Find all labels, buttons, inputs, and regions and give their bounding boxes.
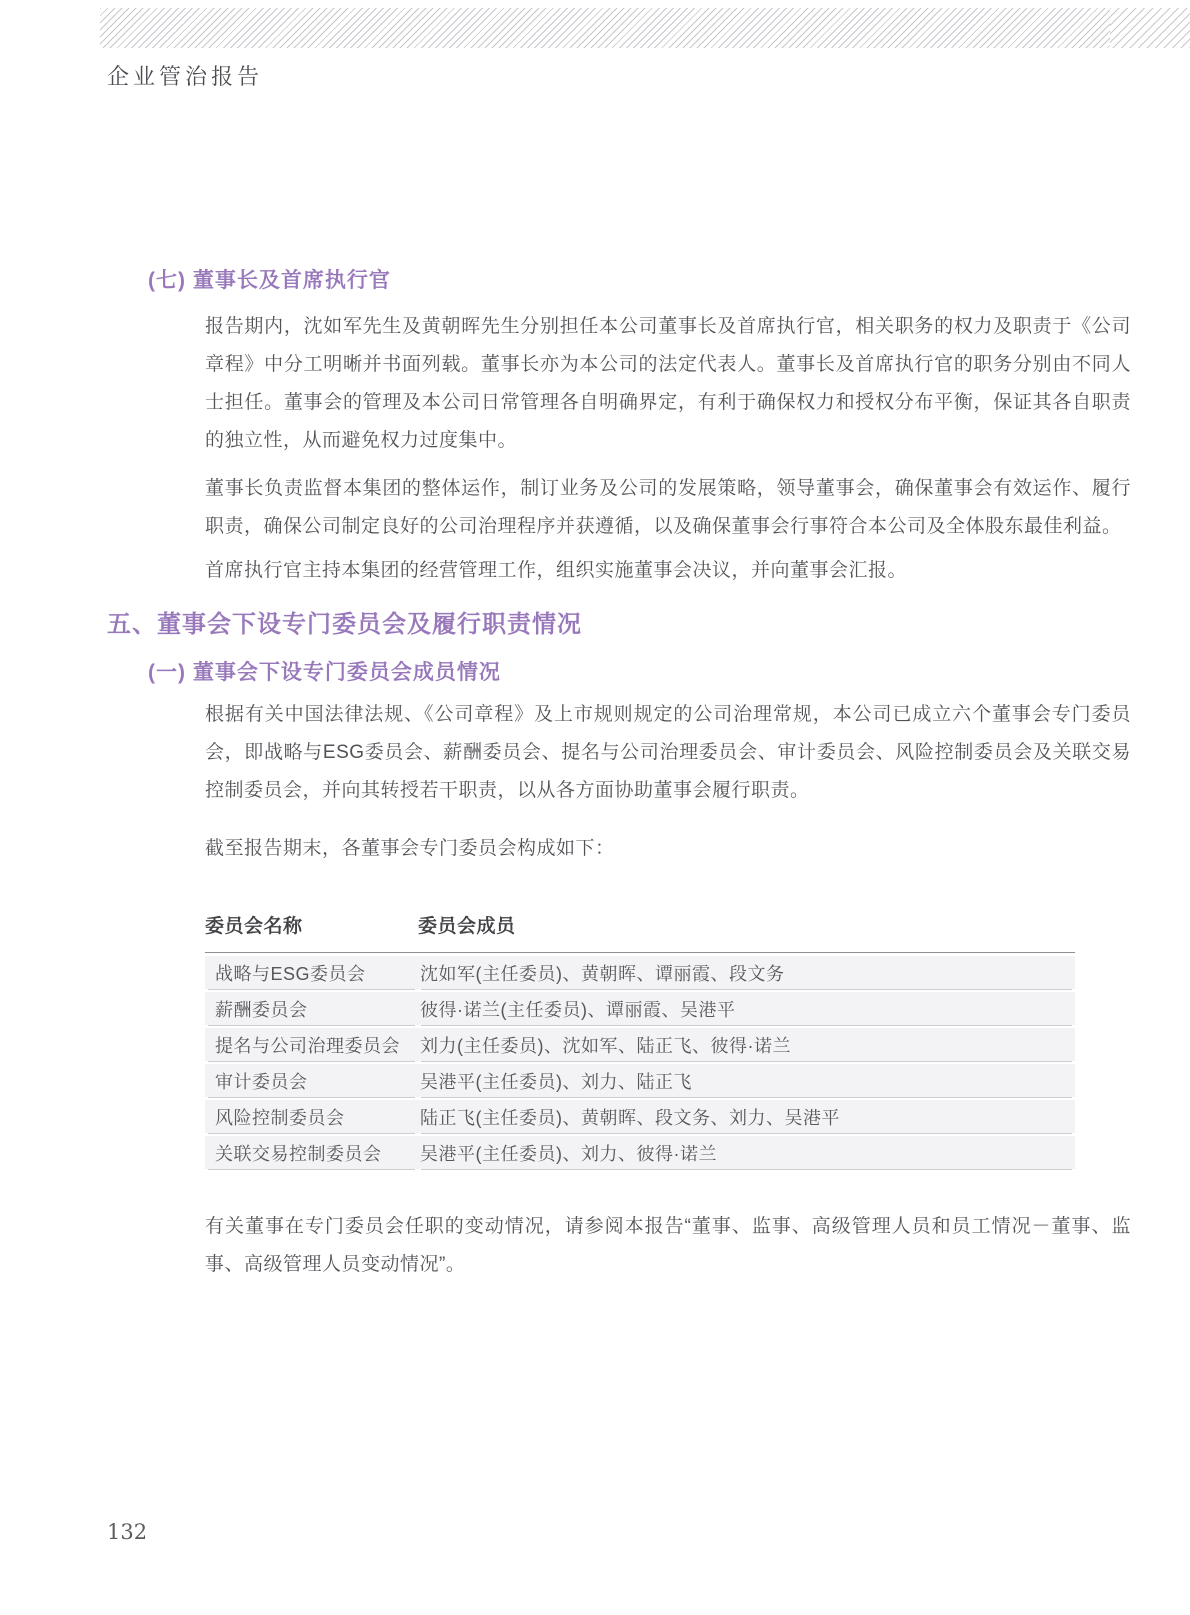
committee-members-cell: 沈如军(主任委员)、黄朝晖、谭丽霞、段文务 [418, 956, 1075, 989]
subsection-heading-committee-members: (一) 董事会下设专门委员会成员情况 [148, 661, 501, 684]
committee-name-cell: 战略与ESG委员会 [205, 956, 418, 989]
committee-members-cell: 吴港平(主任委员)、刘力、彼得·诺兰 [418, 1136, 1075, 1169]
section-heading-committees: 五、董事会下设专门委员会及履行职责情况 [107, 611, 582, 638]
paragraph-chairman-ceo-3: 首席执行官主持本集团的经营管理工作，组织实施董事会决议，并向董事会汇报。 [205, 560, 908, 581]
committee-members-cell: 刘力(主任委员)、沈如军、陆正飞、彼得·诺兰 [418, 1028, 1075, 1061]
committee-members-cell: 彼得·诺兰(主任委员)、谭丽霞、吴港平 [418, 992, 1075, 1025]
committee-name-cell: 风险控制委员会 [205, 1100, 418, 1133]
committee-name-cell: 薪酬委员会 [205, 992, 418, 1025]
committee-name-cell: 审计委员会 [205, 1064, 418, 1097]
paragraph-committees-intro: 截至报告期末，各董事会专门委员会构成如下： [205, 838, 615, 859]
committee-name-cell: 关联交易控制委员会 [205, 1136, 418, 1169]
paragraph-chairman-ceo-1: 报告期内，沈如军先生及黄朝晖先生分别担任本公司董事长及首席执行官，相关职务的权力及职责于《公司章程》中分工明晰并书面列载。董事长亦为本公司的法定代表人。董事长及首席执行官的职务分别由不同人士担任。董事会的管理及本公司日常管理各自明确界定，有利于确保权力和授权分布平衡，保证其各自职责的独立性，从而避免权力过度集中。 [205, 316, 1131, 451]
committee-name-cell: 提名与公司治理委员会 [205, 1028, 418, 1061]
paragraph-chairman-ceo-2: 董事长负责监督本集团的整体运作，制订业务及公司的发展策略，领导董事会，确保董事会有效运作、履行职责，确保公司制定良好的公司治理程序并获遵循，以及确保董事会行事符合本公司及全体股东最佳利益。 [205, 478, 1131, 537]
table-row [205, 1100, 1075, 1133]
column-header-committee-members: 委员会成员 [418, 885, 1075, 953]
table-row [205, 1136, 1075, 1169]
page-number: 132 [107, 1520, 148, 1544]
section-heading-chairman-ceo: (七) 董事长及首席执行官 [148, 269, 391, 292]
table-row [205, 992, 1075, 1025]
committee-members-cell: 陆正飞(主任委员)、黄朝晖、段文务、刘力、吴港平 [418, 1100, 1075, 1133]
paragraph-committees-1: 根据有关中国法律法规、《公司章程》及上市规则规定的公司治理常规，本公司已成立六个董事会专门委员会，即战略与ESG委员会、薪酬委员会、提名与公司治理委员会、审计委员会、风险控制委员会及关联交易控制委员会，并向其转授若干职责，以从各方面协助董事会履行职责。 [205, 704, 1131, 801]
committee-table [205, 882, 1075, 1172]
table-header-row [205, 885, 1075, 953]
column-header-committee-name: 委员会名称 [205, 885, 418, 953]
running-header: 企业管治报告 [107, 64, 264, 89]
table-row [205, 956, 1075, 989]
committee-members-cell: 吴港平(主任委员)、刘力、陆正飞 [418, 1064, 1075, 1097]
paragraph-committee-changes-note: 有关董事在专门委员会任职的变动情况，请参阅本报告“董事、监事、高级管理人员和员工情况－董事、监事、高级管理人员变动情况”。 [205, 1216, 1131, 1275]
table-row [205, 1064, 1075, 1097]
table-row [205, 1028, 1075, 1061]
